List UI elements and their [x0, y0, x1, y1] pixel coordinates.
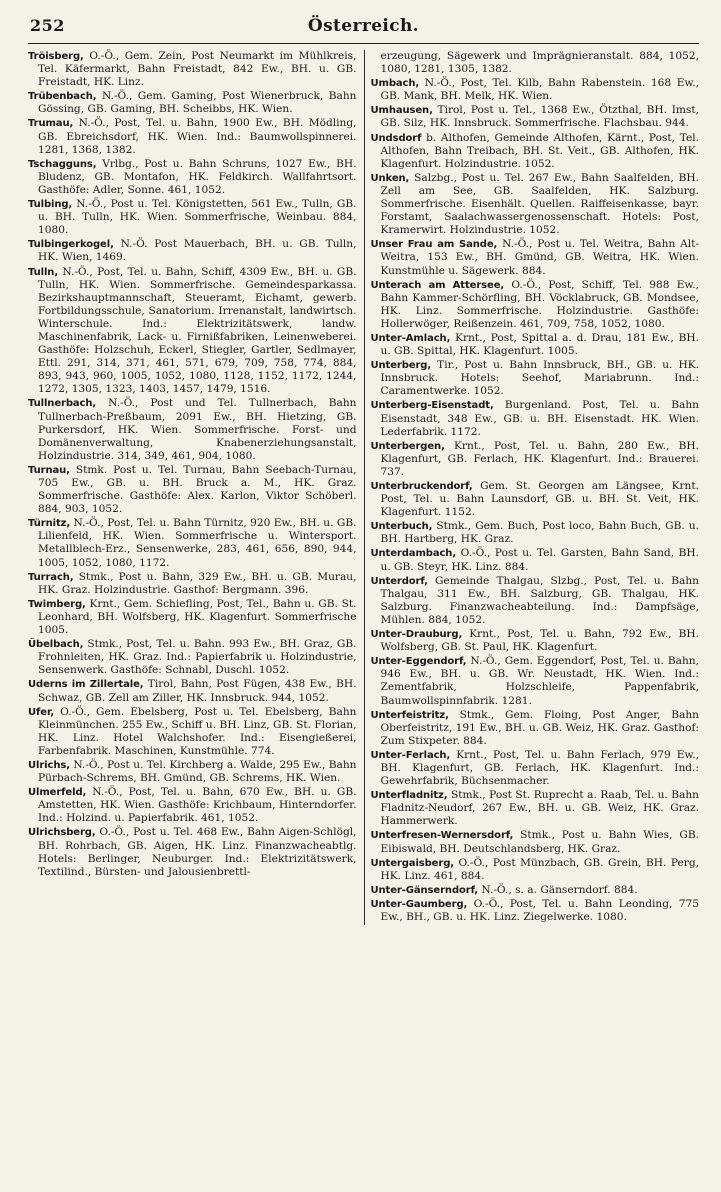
gazetteer-entry — [28, 158, 357, 197]
gazetteer-entry — [371, 172, 700, 237]
entry-place-name: Ulmerfeld, — [28, 787, 87, 799]
entry-description: N.-Ö., Gem. Eggendorf, Post, Tel. u. Bahn, 946 Ew., BH. u. GB. Wr. Neustadt, HK. Wien. Ind.: Zementfabrik, Holzschleife, Pappenfabrik, Baumwollspinnfabrik. 1281. — [380, 655, 699, 707]
gazetteer-entry — [371, 884, 700, 897]
entry-place-name: Tulbing, — [28, 199, 73, 211]
gazetteer-entry — [371, 547, 700, 573]
entry-description: Krnt., Post, Tel. u. Bahn, 280 Ew., BH. Klagenfurt, GB. Ferlach, HK. Klagenfurt. Ind.: Brauerei. 737. — [380, 439, 699, 478]
entry-description: Stmk. Post u. Tel. Turnau, Bahn Seebach-Turnau, 705 Ew., GB. u. BH. Bruck a. M., HK. Graz. Sommerfrische. Gasthöfe: Alex. Karlon, Viktor Schöberl. 884, 903, 1052. — [38, 463, 357, 516]
gazetteer-entry — [28, 90, 357, 116]
gazetteer-entry — [371, 77, 700, 103]
left-column — [28, 50, 357, 925]
gazetteer-entry — [371, 440, 700, 479]
entry-place-name: Ufer, — [28, 706, 55, 718]
entry-description: N.-Ö., Gem. Gaming, Post Wienerbruck, Bahn Gössing, GB. Gaming, BH. Scheibbs, HK. Wien. — [38, 90, 357, 116]
gazetteer-entry — [28, 238, 357, 264]
gazetteer-entry — [371, 749, 700, 788]
entry-place-name: Unter-Eggendorf, — [370, 656, 467, 668]
entry-place-name: Unterdambach, — [370, 548, 457, 560]
gazetteer-entry — [371, 399, 700, 438]
gazetteer-entry — [371, 359, 700, 398]
entry-description: Stmk., Gem. Buch, Post loco, Bahn Buch, GB. u. BH. Hartberg, HK. Graz. — [380, 520, 699, 546]
entry-place-name: Unterfresen-Wernersdorf, — [370, 830, 514, 842]
gazetteer-entry — [371, 857, 700, 883]
gazetteer-entry — [28, 678, 357, 704]
gazetteer-entry — [28, 50, 357, 89]
gazetteer-entry — [371, 104, 700, 130]
page-header — [28, 10, 699, 44]
entry-description: O.-Ö., Gem. Ebelsberg, Post u. Tel. Ebelsberg, Bahn Kleinmünchen. 255 Ew., Schiff u. BH. Linz, GB. St. Florian, HK. Linz. Hotel Walchshofer. Ind.: Eisengießerei, Farbenfabrik. Maschinen, Kunstmühle. 774. — [38, 705, 357, 757]
entry-place-name: Unter-Amlach, — [370, 332, 451, 344]
entry-description: Krnt., Gem. Schiefling, Post, Tel., Bahn u. GB. St. Leonhard, BH. Wolfsberg, HK. Klagenfurt. Sommerfrische 1005. — [38, 597, 357, 637]
header-rule — [28, 43, 699, 44]
entry-description: Burgenland. Post, Tel. u. Bahn Eisenstadt, 348 Ew., GB. u. BH. Eisenstadt. HK. Wien. Lederfabrik. 1172. — [380, 399, 699, 438]
gazetteer-entry — [28, 397, 357, 462]
entry-description: O.-Ö., Gem. Zein, Post Neumarkt im Mühlkreis, Tel. Käfermarkt, Bahn Freistadt, 842 Ew., BH. u. GB. Freistadt, HK. Linz. — [38, 50, 357, 89]
gazetteer-entry — [28, 826, 357, 878]
right-column — [371, 50, 700, 925]
entry-description: N.-Ö., Post, Tel. u. Bahn, Schiff, 4309 Ew., BH. u. GB. Tulln, HK. Wien. Sommerfrische. Gemeindesparkassa. Bezirkshauptmannschaft, Steueramt, Eichamt, gewerb. Fortbildungsschule, Sanatorium. Irrenanstalt, landwirtsch. Winterschule. Ind.: Elektrizitätswerk, landw. Maschinenfabrik, Lack- u. Firnißfabriken, Leinenweberei. Gasthöfe: Holzschuh, Eckerl, Stiegler, Gartler, Sedlmayer, Ettl. 291, 314, 371, 461, 571, 679, 709, 758, 774, 884, 893, 943, 960, 1005, 1052, 1080, 1128, 1152, 1172, 1244, 1272, 1305, 1323, 1403, 1457, 1479, 1516. — [38, 265, 357, 396]
gazetteer-entry — [371, 898, 700, 924]
entry-place-name: Unser Frau am Sande, — [370, 239, 498, 251]
entry-place-name: Unterbergen, — [370, 440, 445, 452]
entry-place-name: Unterberg-Eisenstadt, — [370, 400, 494, 412]
gazetteer-entry — [371, 575, 700, 627]
entry-description: Tirol, Bahn, Post Fügen, 438 Ew., BH. Schwaz, GB. Zell am Ziller, HK. Innsbruck. 944, 1052. — [38, 678, 357, 704]
gazetteer-entry — [371, 132, 700, 171]
entry-place-name: Tulln, — [28, 266, 59, 278]
entry-place-name: Turrach, — [28, 571, 74, 583]
entry-place-name: Unter-Gaumberg, — [370, 898, 468, 910]
entry-description: erzeugung, Sägewerk und Imprägnieranstalt. 884, 1052, 1080, 1281, 1305, 1382. — [380, 50, 699, 76]
entry-description: N.-Ö., Post, Tel. u. Bahn, 670 Ew., BH. u. GB. Amstetten, HK. Wien. Gasthöfe: Krichbaum, Hinterndorfer. Ind.: Holzind. u. Papierfabrik. 461, 1052. — [38, 786, 357, 825]
gazetteer-entry — [371, 332, 700, 358]
entry-place-name: Tschagguns, — [28, 158, 97, 170]
entry-place-name: Unterberg, — [370, 360, 432, 372]
entry-description: N.-Ö., Post u. Tel. Weitra, Bahn Alt-Weitra, 153 Ew., BH. Gmünd, GB. Weitra, HK. Wien. Kunstmühle u. Sägewerk. 884. — [380, 238, 699, 277]
entry-description: b. Althofen, Gemeinde Althofen, Kärnt., Post, Tel. Althofen, Bahn Treibach, BH. St. Veit., GB. Althofen, HK. Klagenfurt. Holzindustrie. 1052. — [380, 131, 699, 170]
entry-description: N.-Ö., Post, Tel. Kilb, Bahn Rabenstein. 168 Ew., GB. Mank, BH. Melk, HK. Wien. — [380, 77, 699, 103]
running-title: Österreich. — [307, 16, 420, 36]
entry-description: Stmk., Post u. Bahn Wies, GB. Eibiswald, BH. Deutschlandsberg, HK. Graz. — [380, 829, 699, 855]
entry-description: N.-Ö., Post, Tel. u. Bahn Türnitz, 920 Ew., BH. u. GB. Lilienfeld, HK. Wien. Sommerfrische u. Wintersport. Metallblech-Erz., Sensenwerke, 283, 461, 656, 890, 944, 1005, 1052, 1080, 1172. — [38, 517, 357, 569]
entry-description: Tir., Post u. Bahn Innsbruck, BH., GB. u. HK. Innsbruck. Hotels: Seehof, Mariabrunn. Ind.: Caramentwerke. 1052. — [380, 359, 699, 398]
gazetteer-entry — [371, 238, 700, 277]
entry-place-name: Unken, — [370, 172, 410, 184]
gazetteer-entry — [28, 117, 357, 156]
entry-description: N.-Ö., Post u. Tel. Königstetten, 561 Ew., Tulln, GB. u. BH. Tulln, HK. Wien. Sommerfrische, Weinbau. 884, 1080. — [38, 198, 357, 237]
gazetteer-entry — [371, 829, 700, 855]
entry-place-name: Unterdorf, — [370, 575, 428, 587]
entry-description: Tirol, Post u. Tel., 1368 Ew., Ötzthal, BH. Imst, GB. Silz, HK. Innsbruck. Sommerfrische. Flachsbau. 944. — [380, 104, 699, 130]
gazetteer-entry — [371, 655, 700, 707]
entry-place-name: Unterfeistritz, — [370, 709, 449, 721]
entry-place-name: Untergaisberg, — [370, 857, 454, 869]
entry-place-name: Unterbuch, — [370, 521, 433, 533]
gazetteer-entry — [28, 464, 357, 516]
entry-place-name: Undsdorf — [370, 132, 422, 144]
gazetteer-entry — [371, 50, 700, 76]
entry-place-name: Türnitz, — [28, 518, 71, 530]
entry-place-name: Unterach am Attersee, — [370, 279, 505, 291]
entry-place-name: Tröisberg, — [28, 51, 84, 62]
gazetteer-entry — [371, 628, 700, 654]
gazetteer-entry — [371, 709, 700, 748]
entry-description: N.-Ö., Post, Tel. u. Bahn, 1900 Ew., BH. Mödling, GB. Ebreichsdorf, HK. Wien. Ind.: Baumwollspinnerei. 1281, 1368, 1382. — [38, 117, 357, 156]
entry-place-name: Tulbingerkogel, — [28, 239, 114, 251]
entry-place-name: Unterbruckendorf, — [370, 481, 473, 492]
page-number: 252 — [30, 16, 65, 35]
gazetteer-entry — [28, 517, 357, 569]
entry-description: O.-Ö., Post u. Tel. Garsten, Bahn Sand, BH. u. GB. Steyr, HK. Linz. 884. — [380, 547, 699, 573]
gazetteer-entry — [28, 598, 357, 637]
entry-place-name: Turnau, — [28, 464, 70, 476]
entry-place-name: Ulrichs, — [28, 759, 70, 771]
entry-place-name: Unter-Gänserndorf, — [370, 884, 479, 896]
entry-description: Stmk., Post u. Bahn, 329 Ew., BH. u. GB. Murau, HK. Graz. Holzindustrie. Gasthof: Bergmann. 396. — [38, 570, 357, 596]
entry-place-name: Ulrichsberg, — [28, 827, 96, 839]
entry-description: Gemeinde Thalgau, Slzbg., Post, Tel. u. Bahn Thalgau, 311 Ew., BH. Salzburg, GB. Thalgau, HK. Salzburg. Finanzwacheabteilung. Ind.: Dampfsäge, Mühlen. 884, 1052. — [380, 574, 699, 626]
gazetteer-entry — [28, 266, 357, 397]
entry-description: Stmk., Post St. Ruprecht a. Raab, Tel. u. Bahn Fladnitz-Neudorf, 267 Ew., BH. u. GB. Weiz, HK. Graz. Hammerwerk. — [380, 789, 699, 828]
entry-description: Vrlbg., Post u. Bahn Schruns, 1027 Ew., BH. Bludenz, GB. Montafon, HK. Feldkirch. Wallfahrtsort. Gasthöfe: Adler, Sonne. 461, 1052. — [38, 157, 357, 196]
entry-description: N.-Ö., Post und Tel. Tullnerbach, Bahn Tullnerbach-Preßbaum, 2091 Ew., BH. Hietzing, GB. Purkersdorf, HK. Wien. Sommerfrische. Forst- und Domänenverwaltung, Knabenerziehungsanstalt, Holzindustrie. 314, 349, 461, 904, 1080. — [38, 397, 357, 462]
text-columns — [28, 50, 699, 925]
entry-place-name: Umbach, — [370, 78, 420, 90]
entry-description: Krnt., Post, Tel. u. Bahn, 792 Ew., BH. Wolfsberg, GB. St. Paul, HK. Klagenfurt. — [380, 628, 699, 654]
column-divider — [364, 50, 365, 925]
entry-place-name: Umhausen, — [370, 105, 433, 117]
entry-place-name: Trübenbach, — [28, 91, 97, 103]
entry-description: O.-Ö., Post u. Tel. 468 Ew., Bahn Aigen-Schlögl, BH. Rohrbach, GB. Aigen, HK. Linz. Finanzwacheabtlg. Hotels: Berlinger, Neuburger. Ind.: Elektrizitätswerk, Textilind., Bürsten- und Jalousienbrettl- — [38, 826, 357, 878]
entry-place-name: Unter-Ferlach, — [370, 749, 451, 761]
entry-place-name: Unterfladnitz, — [370, 790, 448, 802]
entry-description: O.-Ö., Post, Schiff, Tel. 988 Ew., Bahn Kammer-Schörfling, BH. Vöcklabruck, GB. Mondsee, HK. Linz. Sommerfrische. Holzindustrie. Gasthöfe: Hollerwöger, Reißenzein. 461, 709, 758, 1052, 1080. — [380, 278, 700, 330]
gazetteer-entry — [371, 480, 700, 519]
entry-place-name: Übelbach, — [28, 639, 84, 651]
gazetteer-entry — [28, 638, 357, 677]
gazetteer-entry — [28, 759, 357, 785]
gazetteer-entry — [28, 706, 357, 758]
entry-description: Gem. St. Georgen am Längsee, Krnt. Post, Tel. u. Bahn Launsdorf, GB. u. BH. St. Veit, HK. Klagenfurt. 1152. — [380, 480, 700, 519]
entry-description: N.-Ö., Post u. Tel. Kirchberg a. Walde, 295 Ew., Bahn Pürbach-Schrems, BH. Gmünd, GB. Schrems, HK. Wien. — [38, 758, 357, 785]
entry-description: Krnt., Post, Tel. u. Bahn Ferlach, 979 Ew., BH. Klagenfurt, GB. Ferlach, HK. Klagenfurt. Ind.: Gewehrfabrik, Büchsenmacher. — [380, 748, 700, 788]
entry-description: N.-Ö. Post Mauerbach, BH. u. GB. Tulln, HK. Wien, 1469. — [38, 238, 357, 264]
entry-description: Krnt., Post, Spittal a. d. Drau, 181 Ew., BH. u. GB. Spittal, HK. Klagenfurt. 1005. — [380, 331, 699, 358]
entry-place-name: Unter-Drauburg, — [370, 629, 463, 641]
entry-description: N.-Ö., s. a. Gänserndorf. 884. — [481, 883, 638, 896]
entry-description: Salzbg., Post u. Tel. 267 Ew., Bahn Saalfelden, BH. Zell am See, GB. Saalfelden, HK. Salzburg. Sommerfrische. Eisenhält. Quellen. Raiffeisenkasse, bayr. Forstamt, Saalachwassergenossenschaft. Hotels: Post, Kramerwirt. Holzindustrie. 1052. — [380, 171, 699, 237]
gazetteer-entry — [371, 520, 700, 546]
gazetteer-entry — [28, 786, 357, 825]
gazetteer-entry — [28, 198, 357, 237]
entry-description: O.-Ö., Post Münzbach, GB. Grein, BH. Perg, HK. Linz. 461, 884. — [380, 856, 699, 882]
entry-place-name: Trumau, — [28, 118, 74, 130]
entry-description: Stmk., Gem. Floing, Post Anger, Bahn Oberfeistritz, 191 Ew., BH. u. GB. Weiz, HK. Graz. Gasthof: Zum Stixpeter. 884. — [380, 708, 699, 747]
entry-place-name: Uderns im Zillertale, — [28, 679, 144, 691]
entry-place-name: Twimberg, — [28, 598, 86, 610]
gazetteer-entry — [371, 279, 700, 331]
entry-description: Stmk., Post, Tel. u. Bahn. 993 Ew., BH. Graz, GB. Frohnleiten, HK. Graz. Ind.: Papierfabrik u. Holzindustrie, Sensenwerk. Gasthöfe: Schnabl, Duschl. 1052. — [38, 638, 357, 677]
gazetteer-entry — [371, 789, 700, 828]
gazetteer-entry — [28, 571, 357, 597]
entry-description: O.-Ö., Post, Tel. u. Bahn Leonding, 775 Ew., BH., GB. u. HK. Linz. Ziegelwerke. 1080. — [380, 897, 699, 923]
entry-place-name: Tullnerbach, — [28, 398, 97, 410]
